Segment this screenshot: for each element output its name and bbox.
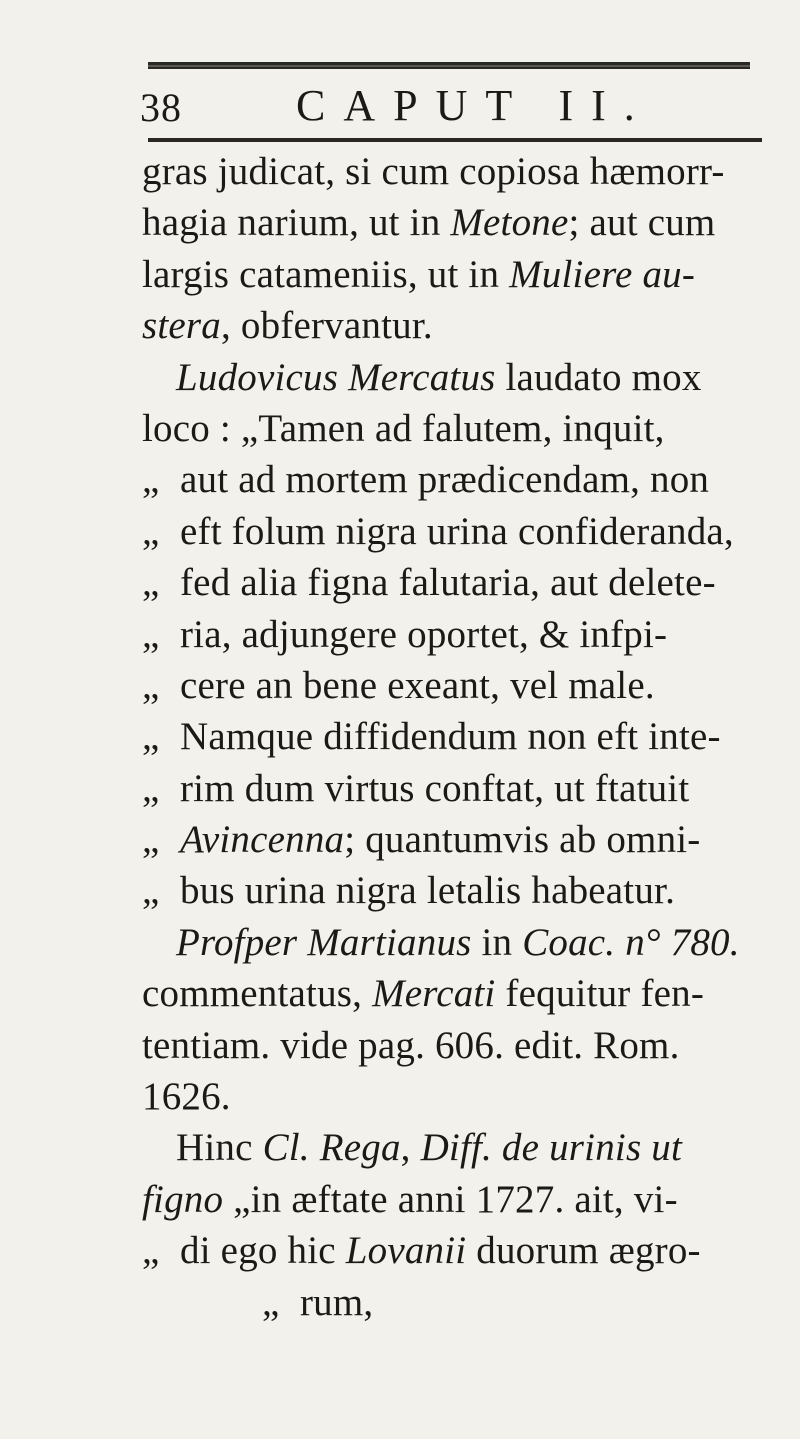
text-run: aut ad mortem prædicendam, non (180, 458, 710, 502)
body-text (142, 146, 772, 1328)
text-run: Hinc (176, 1126, 263, 1170)
italic-text: Avincenna (180, 818, 345, 862)
top-border-rule (148, 62, 750, 69)
text-run: loco : „Tamen ad falutem, inquit, (142, 406, 665, 450)
text-run: commentatus, (142, 972, 373, 1016)
quote-mark: „ (142, 766, 160, 810)
italic-text: Diff. de urinis ut (420, 1126, 683, 1170)
text-run: eft folum nigra urina confideranda, (180, 509, 734, 553)
quote-mark: „ (142, 458, 160, 502)
text-run: fequitur fen- (495, 972, 705, 1016)
text-line (142, 1071, 772, 1122)
text-run: di ego hic (180, 1229, 346, 1273)
quote-mark: „ (142, 818, 160, 862)
text-run: gras judicat, si cum copiosa hæmorr- (142, 150, 725, 193)
text-line (142, 197, 772, 248)
quote-mark: „ (142, 715, 160, 759)
text-line (142, 454, 772, 505)
quote-mark: „ (142, 612, 160, 656)
text-line (142, 352, 772, 403)
quote-mark: „ (142, 1229, 160, 1273)
italic-text: Metone (450, 201, 569, 245)
text-run: ; aut cum (568, 201, 716, 245)
italic-text: Mercati (372, 972, 496, 1016)
text-line (142, 865, 772, 916)
text-run: ; quantumvis ab omni- (344, 818, 701, 862)
text-line (142, 968, 772, 1019)
text-run: duorum ægro- (466, 1229, 701, 1273)
text-line (142, 1174, 772, 1225)
italic-text: Profper Martianus (176, 920, 472, 964)
quote-mark: „ (142, 869, 160, 913)
text-line (142, 249, 772, 300)
page-header (140, 76, 760, 136)
text-line (142, 917, 772, 968)
text-run: tentiam. vide pag. 606. edit. Rom. (142, 1023, 680, 1067)
italic-text: stera (142, 304, 221, 348)
text-run: rim dum virtus conftat, ut ftatuit (180, 766, 690, 810)
text-line (142, 146, 772, 197)
italic-text: Coac. n° 780. (522, 920, 740, 964)
text-run: laudato mox (495, 355, 702, 399)
text-line (142, 300, 772, 351)
page-number: 38 (140, 85, 182, 130)
text-line (142, 1277, 772, 1328)
text-line (142, 506, 772, 557)
quote-mark: „ (262, 1280, 280, 1324)
quote-mark: „ (142, 509, 160, 553)
running-title: CAPUT II. (296, 81, 653, 130)
text-line (142, 1122, 772, 1173)
text-run: rum, (300, 1280, 374, 1324)
text-run: in (471, 920, 523, 964)
text-line (142, 1225, 772, 1276)
text-line (142, 711, 772, 762)
italic-text: Muliere au- (509, 252, 696, 296)
text-line (142, 814, 772, 865)
text-run: cere an bene exeant, vel male. (180, 663, 655, 707)
text-run: bus urina nigra letalis habeatur. (180, 869, 676, 913)
text-run: Namque diffidendum non eft inte- (180, 715, 721, 759)
text-run: hagia narium, ut in (142, 201, 451, 245)
text-run: fed alia figna falutaria, aut delete- (180, 561, 716, 605)
text-run: ria, adjungere oportet, & infpi- (180, 612, 668, 656)
text-run: , obfervantur. (221, 304, 433, 348)
quote-mark: „ (142, 663, 160, 707)
header-rule (148, 138, 762, 142)
text-line (142, 763, 772, 814)
text-line (142, 1020, 772, 1071)
text-line (142, 660, 772, 711)
text-line (142, 403, 772, 454)
text-run: „in æftate anni 1727. ait, vi- (223, 1177, 678, 1221)
text-line (142, 609, 772, 660)
text-run: , (400, 1126, 421, 1170)
text-run: largis catameniis, ut in (142, 252, 510, 296)
quote-mark: „ (142, 561, 160, 605)
italic-text: Lovanii (345, 1229, 467, 1273)
text-line (142, 557, 772, 608)
italic-text: Cl. Rega (262, 1126, 401, 1170)
italic-text: figno (142, 1177, 224, 1221)
italic-text: Ludovicus Mercatus (176, 355, 496, 399)
text-run: 1626. (142, 1075, 231, 1119)
